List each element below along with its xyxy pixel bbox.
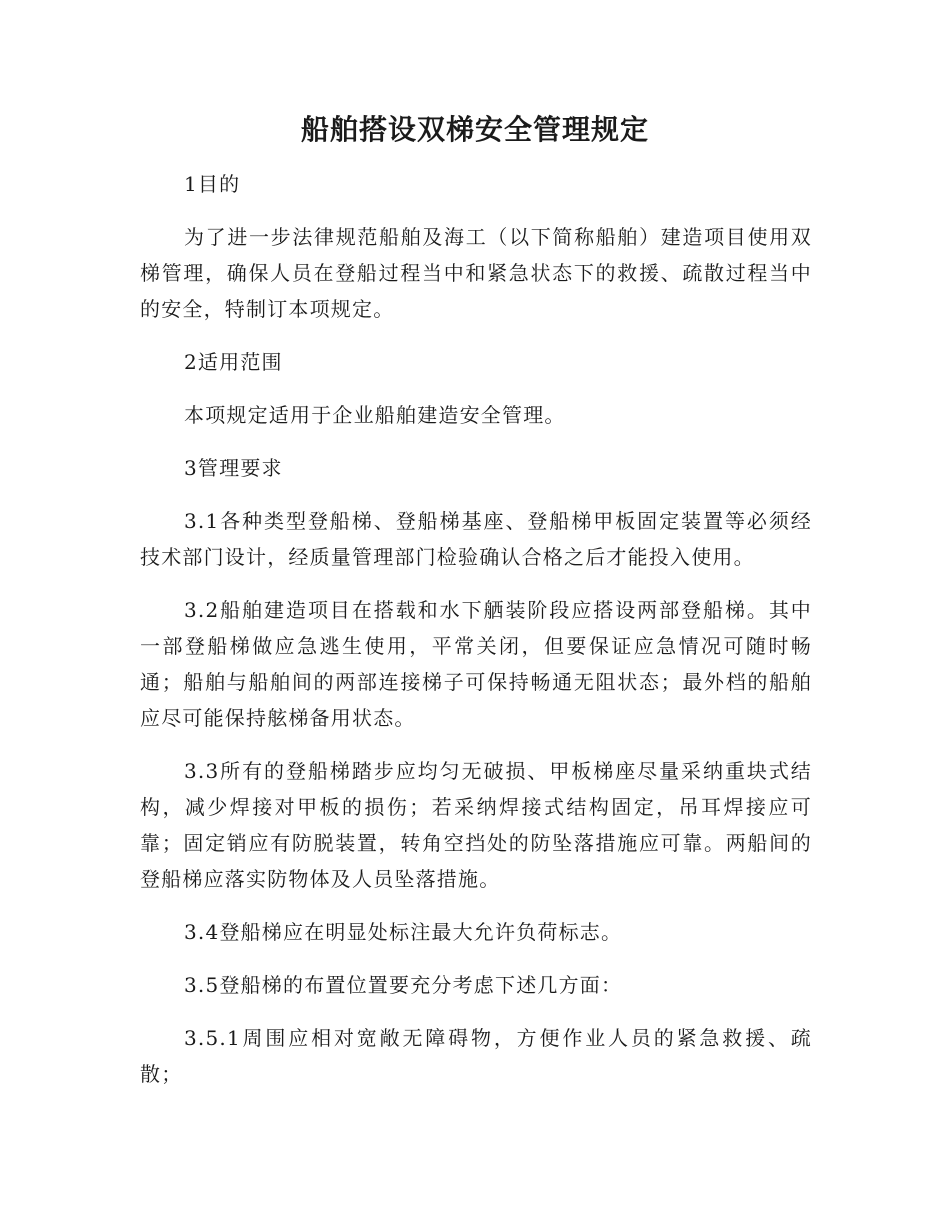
section-heading-requirements: 3管理要求 xyxy=(184,456,283,480)
paragraph-purpose: 为了进一步法律规范船舶及海工（以下简称船舶）建造项目使用双梯管理，确保人员在登船过程当中和紧急状态下的救援、疏散过程当中的安全，特制订本项规定。 xyxy=(140,225,812,321)
section-heading-scope: 2适用范围 xyxy=(184,350,283,374)
paragraph-scope: 本项规定适用于企业船舶建造安全管理。 xyxy=(184,403,566,427)
paragraph-3-5-1: 3.5.1周围应相对宽敞无障碍物，方便作业人员的紧急救援、疏散； xyxy=(140,1026,812,1086)
document-title: 船舶搭设双梯安全管理规定 xyxy=(300,113,649,146)
paragraph-3-3: 3.3所有的登船梯踏步应均匀无破损、甲板梯座尽量采纳重块式结构，减少焊接对甲板的损伤；若采纳焊接式结构固定，吊耳焊接应可靠；固定销应有防脱装置，转角空挡处的防坠落措施应可靠。两船间的登船梯应落实防物体及人员坠落措施。 xyxy=(140,759,812,891)
paragraph-3-1: 3.1各种类型登船梯、登船梯基座、登船梯甲板固定装置等必须经技术部门设计，经质量管理部门检验确认合格之后才能投入使用。 xyxy=(140,509,812,569)
paragraph-3-5: 3.5登船梯的布置位置要充分考虑下述几方面： xyxy=(184,973,623,997)
document-body xyxy=(140,166,812,1109)
paragraph-3-2: 3.2船舶建造项目在搭载和水下舾装阶段应搭设两部登船梯。其中一部登船梯做应急逃生使用，平常关闭，但要保证应急情况可随时畅通；船舶与船舶间的两部连接梯子可保持畅通无阻状态；最外档的船舶应尽可能保持舷梯备用状态。 xyxy=(140,598,812,730)
paragraph-3-4: 3.4登船梯应在明显处标注最大允许负荷标志。 xyxy=(184,920,623,944)
section-heading-purpose: 1目的 xyxy=(184,172,241,196)
